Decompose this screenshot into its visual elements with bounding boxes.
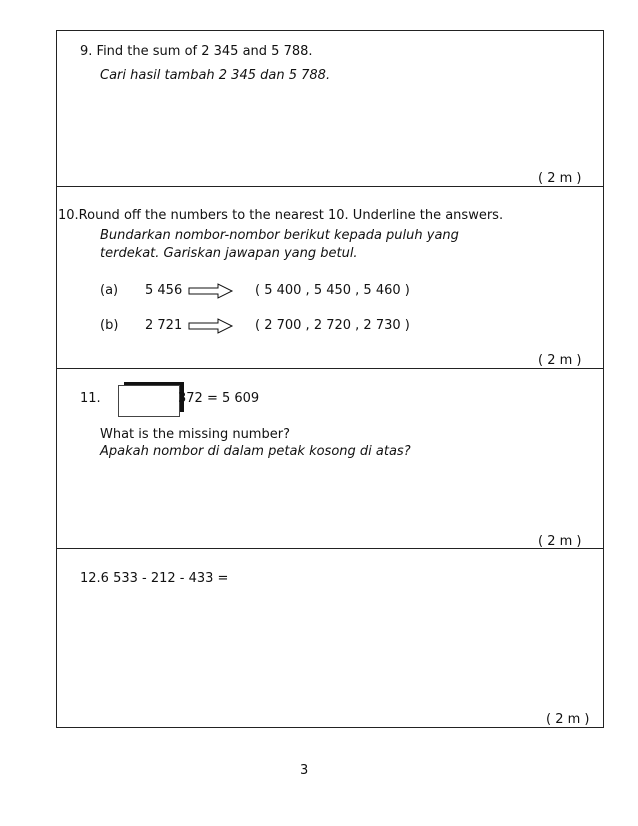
arrow-right-icon: [188, 318, 234, 334]
q10-marks: ( 2 m ): [538, 353, 582, 368]
q10a-label: (a): [100, 283, 119, 298]
q11-marks: ( 2 m ): [538, 534, 582, 549]
q10a-number: 5 456: [145, 283, 183, 298]
q12-marks: ( 2 m ): [546, 712, 590, 727]
q10b-label: (b): [100, 318, 119, 333]
q10b-number: 2 721: [145, 318, 183, 333]
q11-equation: 372 = 5 609: [178, 391, 260, 406]
q10a-options: ( 5 400 , 5 450 , 5 460 ): [255, 283, 410, 298]
q9-text-ms: Cari hasil tambah 2 345 dan 5 788.: [100, 68, 331, 83]
q10-text-en: 10.Round off the numbers to the nearest 10. Underline the answers.: [58, 208, 504, 223]
q12-text: 12.6 533 - 212 - 433 =: [80, 571, 229, 586]
q9-marks: ( 2 m ): [538, 171, 582, 186]
q10-text-ms-2: terdekat. Gariskan jawapan yang betul.: [100, 246, 358, 261]
missing-number-box: [118, 385, 180, 417]
q11-text-ms: Apakah nombor di dalam petak kosong di atas?: [100, 444, 411, 459]
q10-text-ms-1: Bundarkan nombor-nombor berikut kepada puluh yang: [100, 228, 459, 243]
section-divider: [56, 368, 604, 369]
q11-number: 11.: [80, 391, 101, 406]
section-divider: [56, 548, 604, 549]
q10b-options: ( 2 700 , 2 720 , 2 730 ): [255, 318, 410, 333]
q9-text-en: 9. Find the sum of 2 345 and 5 788.: [80, 44, 313, 59]
arrow-right-icon: [188, 283, 234, 299]
question-frame: [56, 30, 604, 728]
section-divider: [56, 186, 604, 187]
q11-text-en: What is the missing number?: [100, 427, 290, 442]
page-number: 3: [300, 763, 309, 778]
